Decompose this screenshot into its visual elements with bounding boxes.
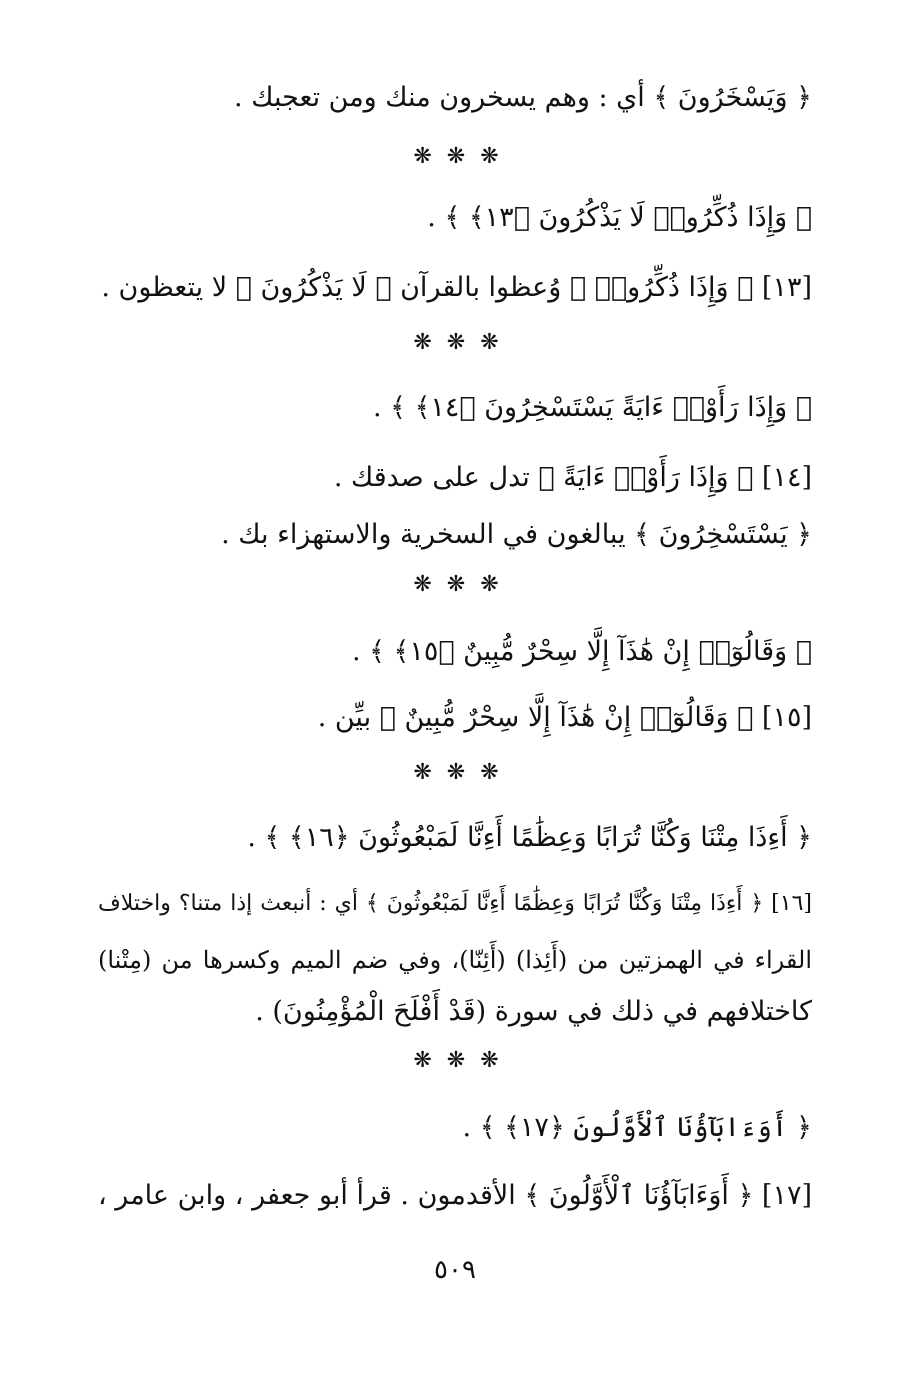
text-line-1: ﴿ وَيَسْخَرُونَ ﴾ أي : وهم يسخرون منك ومن تعجبك . [234, 82, 812, 113]
commentary-line-17: [١٧] ﴿ أَوَءَابَآؤُنَا ٱلْأَوَّلُونَ ﴾ الأقدمون . قرأ أبو جعفر ، وابن عامر ، [98, 1180, 812, 1211]
verse-line-14: ﴿ وَإِذَا رَأَوْا۟ ءَايَةً يَسْتَسْخِرُونَ ﴿١٤﴾ ﴾ . [373, 392, 812, 423]
verse-line-16: ﴿ أَءِذَا مِتْنَا وَكُنَّا تُرَابًا وَعِظَٰمًا أَءِنَّا لَمَبْعُوثُونَ ﴿١٦﴾ ﴾ . [247, 822, 812, 853]
commentary-line-16c: كاختلافهم في ذلك في سورة (قَدْ أَفْلَحَ الْمُؤْمِنُونَ) . [255, 996, 812, 1027]
section-separator-2: ❋ ❋ ❋ [413, 330, 503, 355]
commentary-line-16a: [١٦] ﴿ أَءِذَا مِتْنَا وَكُنَّا تُرَابًا وَعِظَٰمًا أَءِنَّا لَمَبْعُوثُونَ ﴾ أي : أنبعث إذا متنا؟ واختلاف [98, 891, 812, 916]
verse-line-13: ﴿ وَإِذَا ذُكِّرُوا۟ لَا يَذْكُرُونَ ﴿١٣﴾ ﴾ . [427, 202, 812, 233]
commentary-line-14a: [١٤] ﴿ وَإِذَا رَأَوْا۟ ءَايَةً ﴾ تدل على صدقك . [333, 462, 812, 493]
page-number: ٥٠٩ [434, 1255, 476, 1285]
verse-line-15: ﴿ وَقَالُوٓا۟ إِنْ هَٰذَآ إِلَّا سِحْرٌ مُّبِينٌ ﴿١٥﴾ ﴾ . [351, 636, 812, 667]
commentary-line-15: [١٥] ﴿ وَقَالُوٓا۟ إِنْ هَٰذَآ إِلَّا سِحْرٌ مُّبِينٌ ﴾ بيِّن . [317, 702, 812, 733]
section-separator-4: ❋ ❋ ❋ [413, 760, 503, 785]
commentary-line-16b: القراء في الهمزتين من (أَئِذا) (أَئِنّا)، وفي ضم الميم وكسرها من (مِتْنا) [98, 946, 812, 974]
section-separator-5: ❋ ❋ ❋ [413, 1048, 503, 1073]
verse-line-17: ﴿ أَوَءَابَآؤُنَا ٱلْأَوَّلُونَ ﴿١٧﴾ ﴾ . [462, 1112, 812, 1143]
commentary-line-14b: ﴿ يَسْتَسْخِرُونَ ﴾ يبالغون في السخرية والاستهزاء بك . [221, 519, 812, 550]
section-separator-1: ❋ ❋ ❋ [413, 144, 503, 169]
commentary-line-13: [١٣] ﴿ وَإِذَا ذُكِّرُوا۟ ﴾ وُعظوا بالقرآن ﴿ لَا يَذْكُرُونَ ﴾ لا يتعظون . [101, 272, 812, 303]
section-separator-3: ❋ ❋ ❋ [413, 572, 503, 597]
